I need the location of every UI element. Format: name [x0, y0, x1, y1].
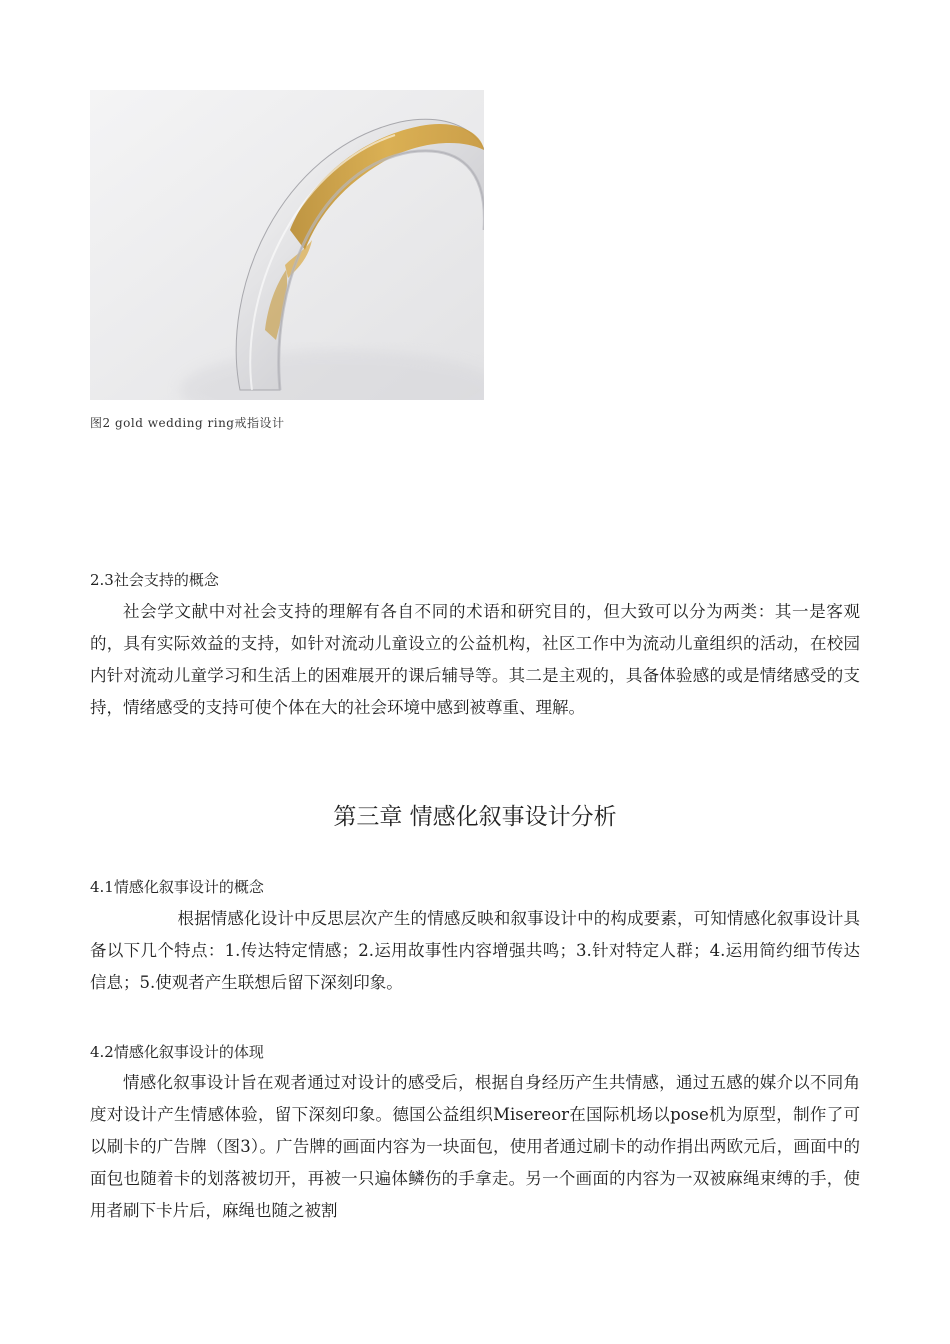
ring-illustration	[90, 90, 484, 400]
section-heading-4-2: 4.2情感化叙事设计的体现	[90, 1043, 264, 1061]
gold-ring-photo	[90, 90, 484, 400]
figure-caption: 图2 gold wedding ring戒指设计	[90, 416, 285, 430]
paragraph-2-3: 社会学文献中对社会支持的理解有各自不同的术语和研究目的，但大致可以分为两类：其一是客观的，具有实际效益的支持，如针对流动儿童设立的公益机构，社区工作中为流动儿童组织的活动，在校园内针对流动儿童学习和生活上的困难展开的课后辅导等。其二是主观的，具备体验感的或是情绪感受的支持，情绪感受的支持可使个体在大的社会环境中感到被尊重、理解。	[90, 602, 860, 717]
paragraph-4-2: 情感化叙事设计旨在观者通过对设计的感受后，根据自身经历产生共情感，通过五感的媒介以不同角度对设计产生情感体验，留下深刻印象。德国公益组织Misereor在国际机场以pose机为原型，制作了可以刷卡的广告牌（图3）。广告牌的画面内容为一块面包，使用者通过刷卡的动作捐出两欧元后，画面中的面包也随着卡的划落被切开，再被一只遍体鳞伤的手拿走。另一个画面的内容为一双被麻绳束缚的手，使用者刷下卡片后，麻绳也随之被割	[90, 1073, 860, 1220]
section-heading-2-3: 2.3社会支持的概念	[90, 571, 219, 589]
section-heading-4-1: 4.1情感化叙事设计的概念	[90, 878, 264, 896]
chapter-title: 第三章 情感化叙事设计分析	[333, 804, 617, 830]
paragraph-4-1: 根据情感化设计中反思层次产生的情感反映和叙事设计中的构成要素，可知情感化叙事设计具备以下几个特点：1.传达特定情感；2.运用故事性内容增强共鸣；3.针对特定人群；4.运用简约细节传达信息；5.使观者产生联想后留下深刻印象。	[90, 909, 860, 992]
